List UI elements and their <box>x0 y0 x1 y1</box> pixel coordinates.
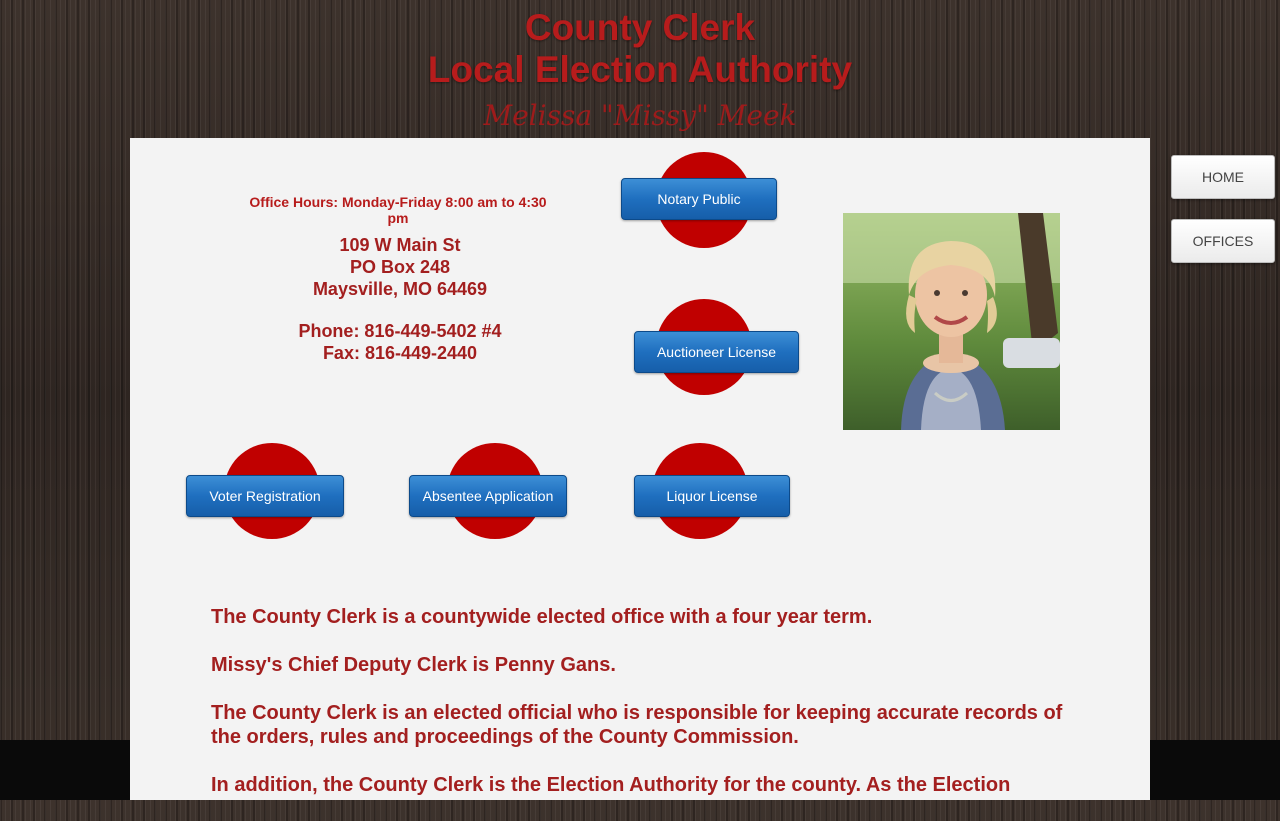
site-title-line1: County Clerk <box>524 7 756 48</box>
fax-number: Fax: 816-449-2440 <box>322 343 478 363</box>
address-street: 109 W Main St <box>339 235 461 255</box>
site-tagline: Melissa "Missy" Meek <box>483 99 797 132</box>
main-content <box>130 138 1150 800</box>
office-hours: Office Hours: Monday-Friday 8:00 am to 4:30 pm <box>249 194 547 226</box>
site-title-line2: Local Election Authority <box>427 49 853 90</box>
portrait-photo <box>843 213 1060 430</box>
body-paragraph-3: The County Clerk is an elected official who is responsible for keeping accurate records of the orders, rules and proceedings of the County Commission. <box>211 702 1063 748</box>
auctioneer-license-button[interactable]: Auctioneer License <box>634 331 799 373</box>
body-paragraph-4: In addition, the County Clerk is the Election Authority for the county. As the Election <box>211 774 1011 796</box>
body-text <box>211 605 1081 821</box>
address-city: Maysville, MO 64469 <box>312 279 488 299</box>
absentee-application-button[interactable]: Absentee Application <box>409 475 567 517</box>
address-po-box: PO Box 248 <box>349 257 451 277</box>
nav-offices-button[interactable]: OFFICES <box>1171 219 1275 263</box>
liquor-license-button[interactable]: Liquor License <box>634 475 790 517</box>
nav-home-button[interactable]: HOME <box>1171 155 1275 199</box>
phone-number: Phone: 816-449-5402 #4 <box>298 321 502 341</box>
contact-block <box>250 234 550 364</box>
body-paragraph-2: Missy's Chief Deputy Clerk is Penny Gans. <box>211 654 616 676</box>
voter-registration-button[interactable]: Voter Registration <box>186 475 344 517</box>
body-paragraph-1: The County Clerk is a countywide elected office with a four year term. <box>211 606 873 628</box>
side-nav <box>1171 155 1275 283</box>
notary-public-button[interactable]: Notary Public <box>621 178 777 220</box>
